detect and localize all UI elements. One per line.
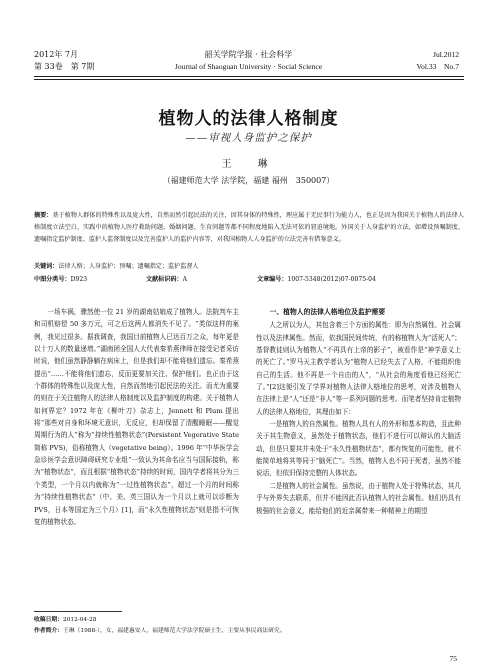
keywords [34, 261, 464, 273]
keywords-text: 法律人格；人身监护；预嘱；遗嘱指定；监护监督人 [58, 263, 199, 270]
header-rule-thin [34, 79, 464, 80]
header-vol-en: Vol.33 No.7 [416, 62, 459, 71]
header-volume-issue: 第 33卷 第 7期 [34, 62, 95, 71]
clc-label: 中图分类号： [34, 276, 71, 283]
header-rule-thick [34, 76, 464, 77]
section-heading: 一、植物人的法律人格地位及监护需要 [269, 308, 386, 316]
keywords-label: 关键词： [34, 263, 59, 270]
page-number: 75 [449, 654, 457, 663]
article-affiliation: （福建师范大学 法学院，福建 福州 350007） [162, 176, 335, 185]
document-code [146, 274, 187, 286]
article-no-value: 1007-5348(2012)07-0075-04 [287, 276, 376, 283]
article-number [257, 274, 376, 286]
footnote-author-bio [34, 626, 474, 637]
header-journal-en: Journal of Shaoguan University · Social Science [174, 62, 323, 71]
abstract-text: 基于植物人群体的特殊性以及庞大性，自然而然引起民法的关注，因其身体的特殊性，理应属于无民事行为能力人，也正是因为我国关于植物人的法律人格制度立法空白，实践中的植物人医疗救助问题、婚姻问题、生育问题等都不同程度地陷入无法可依的窘迫境地。外国关于人身监护的立法，如增设预嘱制度、遗嘱指定监护制度、监护人监督制度以及完善监护人的监护内容等，对我国植物人人身监护的立法完善有借鉴意义。 [34, 212, 465, 244]
article-subtitle: ——审视人身监护之保护 [185, 132, 312, 144]
body-column-left [34, 306, 239, 528]
running-header [0, 0, 497, 80]
doc-code-value: A [182, 276, 187, 283]
clc-number [34, 274, 87, 286]
body-paragraph: 一是植物人的自然属性。植物人具有人的外形和基本构造，且此种关于其生物意义，虽然处于植物状态，他们不进行可以辩认的大脑活动，但是只要其并未处于“永久性植物状态”，都有恢复的可能性，就不能简单地将其等同于“脑死亡”。当然，植物人也不同于死者，虽然不能说话，但依旧保持完整的人体状态。 [256, 420, 461, 478]
body-column-right [256, 306, 461, 517]
article-no-label: 文章编号： [257, 276, 288, 283]
doc-code-label: 文献标识码： [146, 276, 183, 283]
article-title: 植物人的法律人格制度 [158, 109, 339, 129]
body-paragraph: 人之所以为人，其包含着三个方面的属性：即为自然属性、社会属性以及法律属性。然而，依我国民间传统，有的称植物人为“活死人”；基督教徒则认为植物人“不再具有上帝的影子”，被看作是“神学意义上的死亡了。”罗马天主教学者认为“植物人已经失去了人格，不能组织他自己的生活。他不再是一个自由的人”，“从社会的角度看他已经死亡了。”[2]这便引发了学界对植物人法律人格地位的思考，对涉及植物人在法律上是“人”还是“非人”等一系列问题的思考。而笔者坚持肯定植物人的法律人格地位，其理由如下： [256, 321, 461, 416]
header-journal-cn: 韶关学院学报 · 社会科学 [204, 50, 293, 59]
abstract [34, 210, 464, 247]
author-bio-label: 作者简介： [34, 628, 63, 634]
footnote-rule [34, 611, 122, 612]
header-year-month: 2012年 7月 [34, 50, 78, 59]
header-right [417, 49, 459, 73]
received-date: 2012-04-28 [63, 617, 97, 623]
body-paragraph: 二是植物人的社会属性。虽然说，由于植物人处于特殊状态，其几乎与外界失去联系，但并不能因此否认植物人的社会属性。他们仍具有极强的社会意义，能给他们的近亲属带来一种精神上的期望 [256, 481, 461, 515]
clc-value: D923 [70, 276, 88, 283]
abstract-label: 摘要： [34, 212, 53, 219]
article-author: 王 琳 [221, 159, 276, 170]
body-paragraph: 一场车祸，骤然使一位 21 岁的湖南姑娘成了植物人。法院判车主和司机赔偿 50 多万元，可之后这两人都消失不见了。“类似这样的案例，我见过很多。据我调查，我国目前植物人已达百万之众，每年更是以十万人的数量递增。”湖南团全国人大代表秦希燕律师在接受记者采访时说，他们虽然静静躺在病床上，但是我们却不能将他们遗忘。秦希燕提出“……不能将他们遗忘，反而更要加关注、保护他们。也正由于这个群体的特殊性以及庞大性，自然而然地引起民法的关注。而尤为重要的则在于关注植物人的法律人格制度以及监护制度的构建。关于植物人如何界定？1972 年在《柳叶刀》杂志上，Jennett 和 Plum 提出将“那些对自身和环境无意识，无反应，但却保留了清醒睡眠——醒觉周期行为的人”称为“持续性植物状态”(Persistent Vegerative State 简称 PVS)，俗称植物人（vegetative being）。1996 年“中华医学会急诊医学会意识障碍研究专业组”一致认为其命名应当与国际接轨，称为“植物状态”，而且根据“植物状态”持续的时间，国内学者将其分为三个类型，一个月以内就称为“一过性植物状态”，超过一个月的时间称为“持续性植物状态”（中、美、英三国认为一个月以上就可以诊断为 PVS，日本等国定为三个月）[1]，而“永久性植物状态”则是指不可恢复的植物状态。 [34, 308, 239, 526]
received-label: 收稿日期： [34, 617, 63, 623]
author-bio-text: 王琳（1988-），女，福建惠安人，福建师范大学法学院硕士生，主要从事民商法研究。 [63, 628, 286, 634]
header-date-en: Jul.2012 [433, 50, 459, 59]
footnote-received [34, 615, 474, 626]
